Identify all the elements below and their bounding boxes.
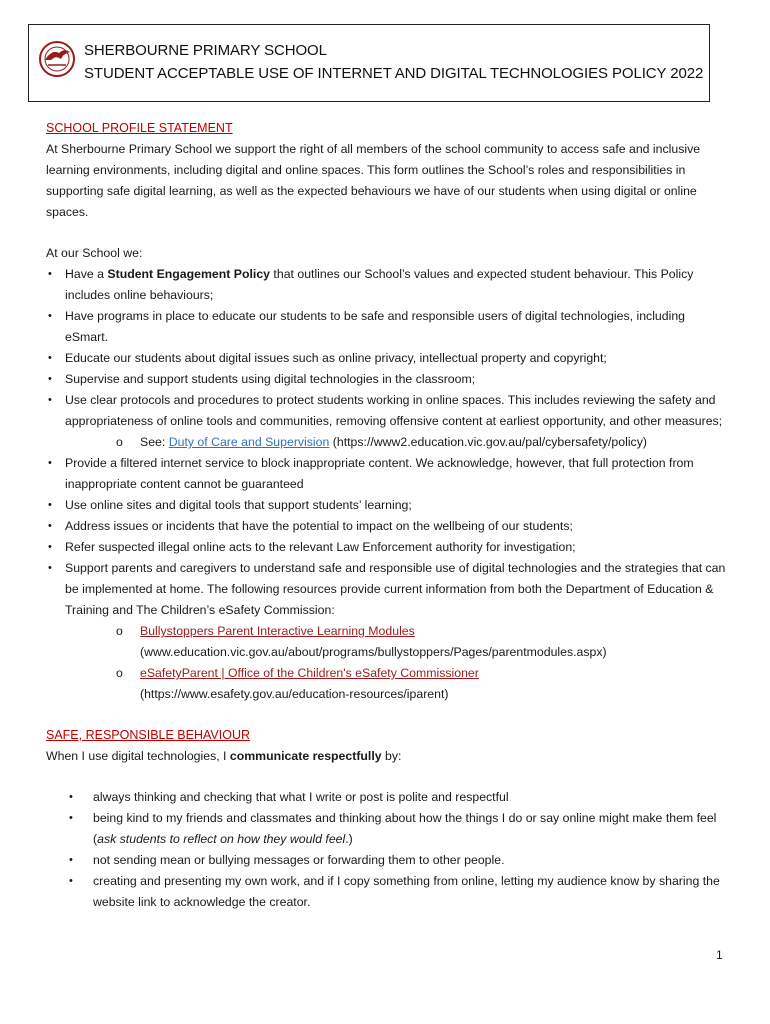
list-item: • Supervise and support students using digital technologies in the classroom;: [46, 369, 726, 390]
school-logo-icon: [37, 39, 77, 79]
policy-title: STUDENT ACCEPTABLE USE OF INTERNET AND DIGITAL TECHNOLOGIES POLICY 2022: [84, 65, 704, 82]
profile-lead: At our School we:: [46, 246, 143, 260]
list-item: • Have a Student Engagement Policy that outlines our School’s values and expected student behaviour. This Policy includes online behaviours;: [46, 264, 726, 306]
list-item: • Support parents and caregivers to understand safe and responsible use of digital technologies and the strategies that can be implemented at home. The following resources provide current information from both the Department of Education & Training and The Children’s eSafety Commission:: [46, 558, 726, 621]
profile-heading: SCHOOL PROFILE STATEMENT: [46, 121, 233, 135]
profile-intro: At Sherbourne Primary School we support the right of all members of the school community to access safe and inclusive learning environments, including digital and online spaces. This form outlines the School’s roles and responsibilities in supporting safe digital learning, as well as the expected behaviours we have of our students when using digital or online spaces.: [46, 142, 701, 219]
sub-list-item: o eSafetyParent | Office of the Children's eSafety Commissioner (https://www.esafety.gov.au/education-resources/iparent): [116, 666, 479, 701]
safe-behaviour-heading: SAFE, RESPONSIBLE BEHAVIOUR: [46, 728, 250, 742]
list-item: • Address issues or incidents that have the potential to impact on the wellbeing of our students;: [46, 516, 726, 537]
list-item: • Use clear protocols and procedures to protect students working in online spaces. This includes reviewing the safety and appropriateness of online tools and communities, removing offensive content at earliest opportunity, and other measures;: [46, 390, 726, 432]
school-commitments-list: [46, 264, 726, 705]
list-item: • Refer suspected illegal online acts to the relevant Law Enforcement authority for investigation;: [46, 537, 726, 558]
bullystoppers-link[interactable]: Bullystoppers Parent Interactive Learning Modules: [140, 624, 415, 638]
list-item: • creating and presenting my own work, and if I copy something from online, letting my audience know by sharing the website link to acknowledge the creator.: [46, 871, 726, 913]
school-name: SHERBOURNE PRIMARY SCHOOL: [84, 42, 327, 59]
esafety-parent-link[interactable]: eSafetyParent | Office of the Children's eSafety Commissioner: [140, 666, 479, 680]
list-item: • Use online sites and digital tools that support students’ learning;: [46, 495, 726, 516]
header-box: [28, 24, 710, 102]
list-item: • being kind to my friends and classmates and thinking about how the things I do or say online might make them feel (ask students to reflect on how they would feel.): [46, 808, 726, 850]
list-item: • Have programs in place to educate our students to be safe and responsible users of digital technologies, including eSmart.: [46, 306, 726, 348]
list-item: • Provide a filtered internet service to block inappropriate content. We acknowledge, however, that full protection from inappropriate content cannot be guaranteed: [46, 453, 726, 495]
sub-list-item: o Bullystoppers Parent Interactive Learning Modules (www.education.vic.gov.au/about/programs/bullystoppers/Pages/parentmodules.aspx): [116, 624, 607, 659]
safe-lead: When I use digital technologies, I communicate respectfully by:: [46, 749, 402, 763]
page-number: 1: [716, 948, 723, 962]
sub-list-item: o See: Duty of Care and Supervision (https://www2.education.vic.gov.au/pal/cybersafety/policy): [116, 435, 647, 449]
duty-of-care-link[interactable]: Duty of Care and Supervision: [168, 435, 330, 449]
document-body: [46, 118, 726, 913]
list-item: • always thinking and checking that what I write or post is polite and respectful: [46, 787, 726, 808]
list-item: • Educate our students about digital issues such as online privacy, intellectual property and copyright;: [46, 348, 726, 369]
respectful-communication-list: [46, 787, 726, 913]
list-item: • not sending mean or bullying messages or forwarding them to other people.: [46, 850, 726, 871]
